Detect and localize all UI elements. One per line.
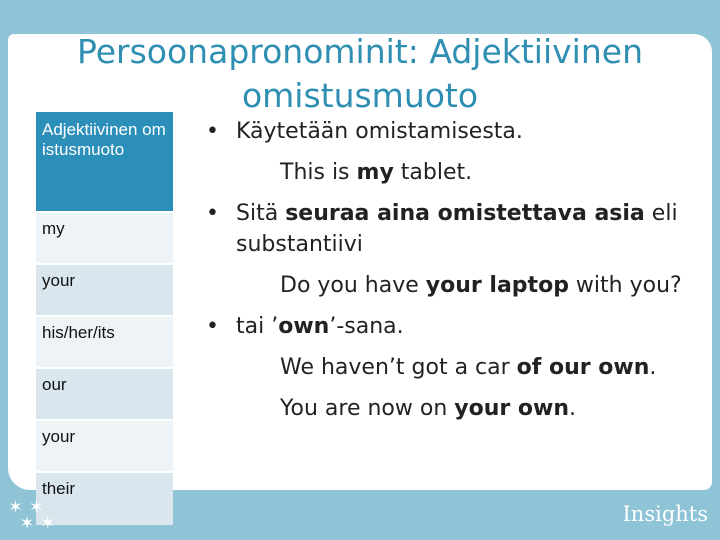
bullet-text: eli substantiivi bbox=[236, 201, 678, 257]
bullet-text: tai ’ bbox=[236, 314, 279, 339]
bullet-text: ’-sana. bbox=[329, 314, 404, 339]
example-line bbox=[206, 157, 706, 188]
table-row: their bbox=[36, 471, 173, 525]
slide-title: Persoonapronominit: Adjektiivinen omistusmuoto bbox=[77, 32, 643, 115]
example-line bbox=[206, 352, 706, 383]
example-emphasis: my bbox=[356, 160, 394, 185]
bullet-text: Sitä bbox=[236, 201, 286, 226]
pronoun-table bbox=[36, 112, 173, 525]
example-text: tablet. bbox=[393, 160, 473, 185]
content-list bbox=[206, 116, 706, 434]
bullet-item bbox=[206, 198, 706, 260]
table-row: your bbox=[36, 263, 173, 315]
bullet-dot-icon: • bbox=[206, 119, 219, 144]
bullet-text: Käytetään omistamisesta. bbox=[236, 119, 523, 144]
example-text: . bbox=[569, 396, 577, 421]
bullet-emphasis: seuraa aina omistettava asia bbox=[285, 201, 645, 226]
bullet-emphasis: own bbox=[278, 314, 330, 339]
example-text: We haven’t got a car bbox=[280, 355, 517, 380]
example-text: with you? bbox=[568, 273, 682, 298]
example-emphasis: your laptop bbox=[425, 273, 569, 298]
bullet-dot-icon: • bbox=[206, 201, 219, 226]
example-line bbox=[206, 270, 706, 301]
example-text: . bbox=[649, 355, 657, 380]
table-row: my bbox=[36, 211, 173, 263]
stars-decoration-icon: ✶ ✶ ✶ ✶ bbox=[8, 497, 56, 534]
table-row: our bbox=[36, 367, 173, 419]
bullet-item bbox=[206, 311, 706, 342]
bullet-item bbox=[206, 116, 706, 147]
table-row: his/her/its bbox=[36, 315, 173, 367]
example-text: Do you have bbox=[280, 273, 426, 298]
example-text: You are now on bbox=[280, 396, 455, 421]
example-emphasis: of our own bbox=[516, 355, 650, 380]
example-text: This is bbox=[280, 160, 357, 185]
bullet-dot-icon: • bbox=[206, 314, 219, 339]
table-row: your bbox=[36, 419, 173, 471]
insights-logo: Insights bbox=[622, 502, 708, 526]
table-header: Adjektiivinen omistusmuoto bbox=[36, 112, 173, 211]
example-emphasis: your own bbox=[454, 396, 570, 421]
example-line bbox=[206, 393, 706, 424]
